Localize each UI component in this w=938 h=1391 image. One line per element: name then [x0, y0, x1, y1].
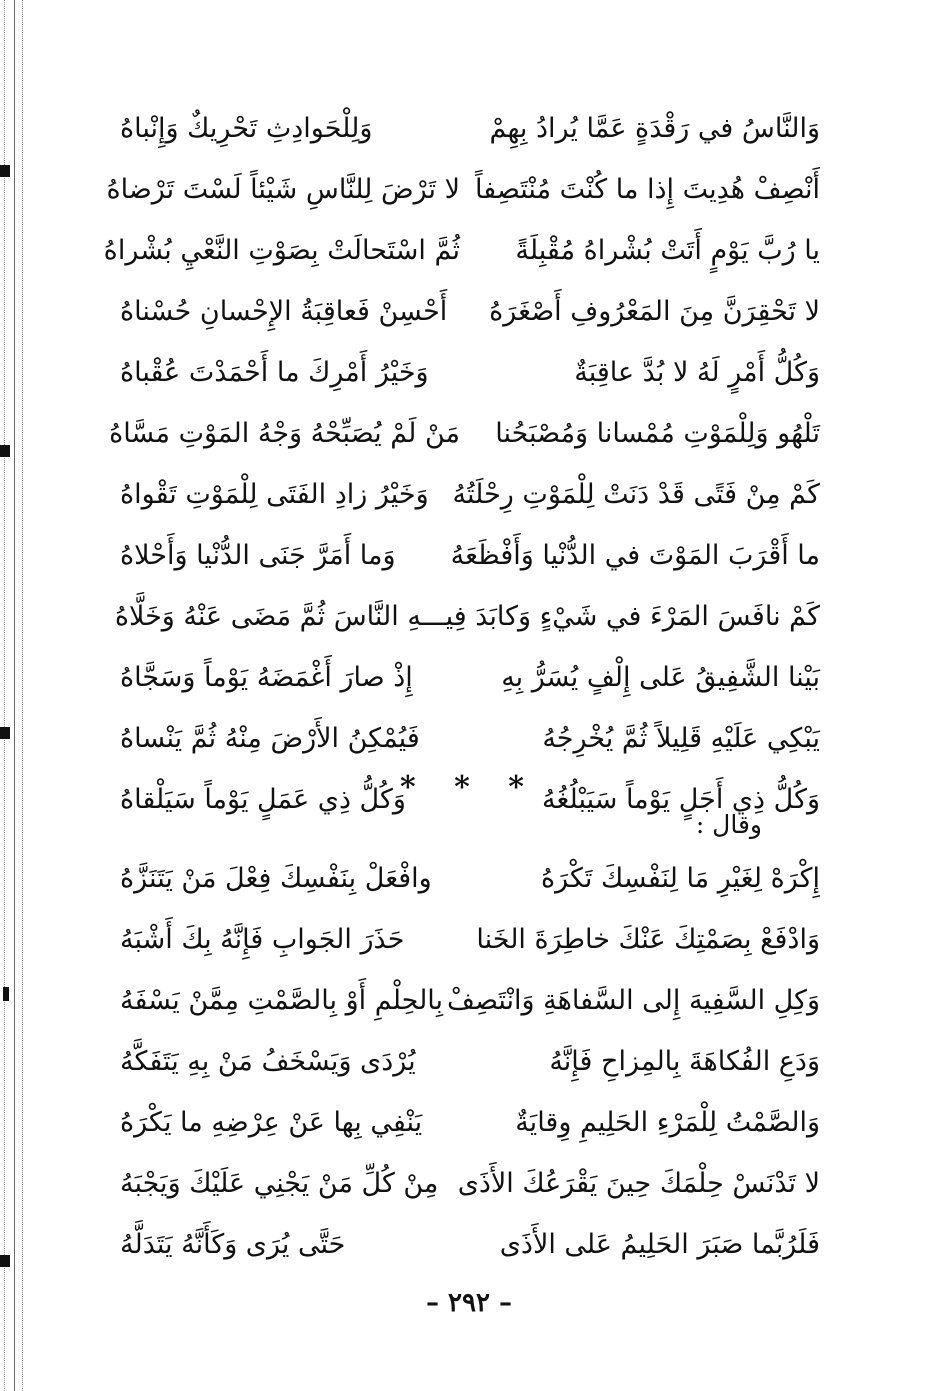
verse-first-hemistich: فَلَرُبَّما صَبَرَ الحَلِيمُ عَلى الأَذَى — [499, 1229, 820, 1260]
section-separator: * * * — [400, 770, 538, 805]
binding-mark — [3, 987, 9, 1001]
verse-second-hemistich: وَلِلْحَوادِثِ تَحْرِيكٌ وَإِنْباهُ — [120, 113, 373, 144]
binding-mark — [0, 445, 10, 457]
verse-first-hemistich: بَيْنا الشَّفِيقُ عَلى إِلْفٍ يُسَرُّ بِهِ — [501, 662, 820, 693]
verse-first-hemistich: أَنْصِفْ هُدِيتَ إِذا ما كُنْتَ مُنْتَصِفاً — [474, 174, 820, 205]
verse-second-hemistich: حَذَرَ الجَوابِ فَإِنَّهُ بِكَ أَشْبَهُ — [120, 924, 405, 955]
verse-second-hemistich: وَخَيْرُ زادِ الفَتَى لِلْمَوْتِ تَقْواهُ — [120, 479, 429, 510]
binding-mark — [0, 727, 10, 739]
verse-first-hemistich: إِكْرَهْ لِغَيْرِ مَا لِنَفْسِكَ تَكْرَهُ — [540, 863, 820, 894]
verse-second-hemistich: وافْعَلْ بِنَفْسِكَ فِعْلَ مَنْ يَتَنَزَّهُ — [120, 863, 432, 894]
verse-full-line: كَمْ نافَسَ المَرْءَ في شَيْءٍ وَكابَدَ فِيـــهِ النَّاسَ ثُمَّ مَضَى عَنْهُ وَخَلَّاهُ — [114, 601, 820, 632]
verse-first-hemistich: وَكِلِ السَّفِيهَ إِلى السَّفاهَةِ وَانْتَصِفْ — [447, 985, 820, 1016]
verse-second-hemistich: حَتَّى يُرَى وَكَأَنَّهُ يَتَدَلَّهُ — [120, 1229, 346, 1260]
verse-second-hemistich: يَنْفِي بِها عَنْ عِرْضِهِ ما يَكْرَهُ — [120, 1107, 423, 1138]
verse-line — [120, 708, 820, 769]
scan-line — [14, 0, 15, 1391]
poem-1 — [103, 98, 820, 830]
verse-second-hemistich: فَيُمْكِنُ الأَرْضَ مِنْهُ ثُمَّ يَنْساهُ — [120, 723, 420, 754]
binding-mark — [0, 165, 10, 177]
poem-2 — [120, 848, 820, 1275]
verse-first-hemistich: وَالصَّمْتُ لِلْمَرْءِ الحَلِيمِ وِقايَةٌ — [515, 1107, 820, 1138]
verse-line — [120, 98, 820, 159]
verse-second-hemistich: وَما أَمَرَّ جَنَى الدُّنْيا وَأَحْلاهُ — [120, 540, 396, 571]
binding-mark — [0, 1255, 10, 1267]
verse-first-hemistich: وَالنَّاسُ في رَقْدَةٍ عَمَّا يُرادُ بِهِمْ — [489, 113, 820, 144]
verse-line — [120, 464, 820, 525]
verse-second-hemistich: وَخَيْرُ أَمْرِكَ ما أَحْمَدْتَ عُقْباهُ — [120, 357, 429, 388]
verse-second-hemistich: أَحْسِنْ فَعاقِبَةُ الإِحْسانِ حُسْناهُ — [120, 296, 448, 327]
verse-line — [120, 1031, 820, 1092]
verse-line — [120, 1214, 820, 1275]
scan-edge — [0, 0, 40, 1391]
verse-second-hemistich: يُرْدَى وَيَسْخَفُ مَنْ بِهِ يَتَفَكَّهُ — [120, 1046, 416, 1077]
verse-line — [120, 647, 820, 708]
verse-line — [120, 1092, 820, 1153]
verse-line — [120, 1153, 820, 1214]
intro-line: وقال : — [695, 810, 762, 839]
verse-line — [114, 586, 820, 647]
verse-first-hemistich: وَادْفَعْ بِصَمْتِكَ عَنْكَ خاطِرَةَ الخَنا — [476, 924, 820, 955]
verse-second-hemistich: مَنْ لَمْ يُصَبِّحْهُ وَجْهُ المَوْتِ مَسَّاهُ — [109, 418, 460, 449]
verse-line — [120, 525, 820, 586]
verse-line — [120, 909, 820, 970]
verse-line — [106, 159, 820, 220]
verse-second-hemistich: ثُمَّ اسْتَحالَتْ بِصَوْتِ النَّعْيِ بُشْراهُ — [103, 235, 460, 266]
verse-first-hemistich: وَكُلُّ ذِي أَجَلٍ يَوْماً سَيَبْلُغُهُ — [542, 784, 820, 815]
verse-first-hemistich: يَبْكِي عَلَيْهِ قَلِيلاً ثُمَّ يُخْرِجُهُ — [542, 723, 820, 754]
verse-first-hemistich: وَدَعِ الفُكاهَةَ بِالمِزاحِ فَإِنَّهُ — [549, 1046, 820, 1077]
verse-line — [103, 220, 820, 281]
verse-line — [109, 403, 820, 464]
verse-second-hemistich: لا تَرْضَ لِلنَّاسِ شَيْئاً لَسْتَ تَرْضاهُ — [106, 174, 460, 205]
verse-line — [120, 848, 820, 909]
verse-line — [120, 970, 820, 1031]
verse-first-hemistich: تَلْهُو وَلِلْمَوْتِ مُمْسانا وَمُصْبَحُنا — [495, 418, 820, 449]
page-number: – ٢٩٢ – — [425, 1288, 513, 1318]
scan-line — [4, 0, 5, 1391]
verse-first-hemistich: كَمْ مِنْ فَتًى قَدْ دَنَتْ لِلْمَوْتِ رِحْلَتُهُ — [452, 479, 820, 510]
verse-line — [120, 342, 820, 403]
verse-second-hemistich: وَكُلُّ ذِي عَمَلٍ يَوْماً سَيَلْقاهُ — [120, 784, 406, 815]
verse-first-hemistich: لا تَحْقِرَنَّ مِنَ المَعْرُوفِ أَصْغَرَهُ — [489, 296, 820, 327]
verse-first-hemistich: يا رُبَّ يَوْمٍ أَتَتْ بُشْراهُ مُقْبِلَةً — [515, 235, 820, 266]
verse-first-hemistich: لا تَدْنَسْ حِلْمَكَ حِينَ يَقْرَعُكَ الأَذَى — [457, 1168, 820, 1199]
verse-line — [120, 281, 820, 342]
verse-second-hemistich: إِذْ صارَ أَغْمَضَهُ يَوْماً وَسَجَّاهُ — [120, 662, 413, 693]
verse-first-hemistich: ما أَقْرَبَ المَوْتَ في الدُّنْيا وَأَفْظَعَهُ — [450, 540, 820, 571]
verse-first-hemistich: وَكُلُّ أَمْرٍ لَهُ لا بُدَّ عاقِبَةٌ — [574, 357, 820, 388]
verse-second-hemistich: بِالحِلْمِ أَوْ بِالصَّمْتِ مِمَّنْ يَسْفَهُ — [120, 985, 444, 1016]
scan-line — [22, 0, 23, 1391]
verse-second-hemistich: مِنْ كُلِّ مَنْ يَجْنِي عَلَيْكَ وَيَجْبَهُ — [120, 1168, 439, 1199]
